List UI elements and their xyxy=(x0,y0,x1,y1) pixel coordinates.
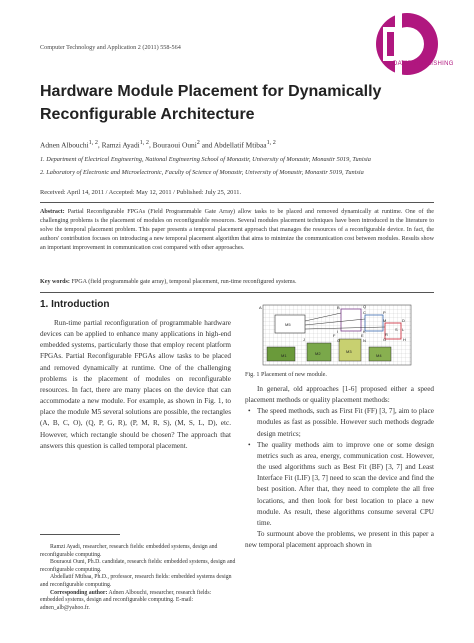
figure-label: O xyxy=(337,338,341,343)
bullet-item: • The speed methods, such as First Fit (FF) [3, 7], aim to place modules as fast as possible. However such methods degrade design metrics; xyxy=(245,406,434,439)
figure-label: M2 xyxy=(315,351,321,356)
divider xyxy=(40,292,434,293)
figure-label: M3 xyxy=(346,349,352,354)
figure-caption: Fig. 1 Placement of new module. xyxy=(245,371,327,378)
corresponding-text: Adnen Albouchi, researcher, research fields: embedded systems, design and reconfigurable computing. E-mail: adnen_alb@yahoo.fr. xyxy=(40,589,212,611)
footnote-divider xyxy=(40,534,120,535)
footnote: Ramzi Ayadi, researcher, research fields: embedded systems, design and reconfigurable computing. xyxy=(40,544,218,558)
footnotes xyxy=(40,544,236,612)
footnote: Bouraoui Ouni, Ph.D. candidate, research fields: embedded systems, design and reconfigurable computing. xyxy=(40,559,236,573)
title-line-2: Reconfigurable Architecture xyxy=(40,106,255,123)
keywords xyxy=(40,279,434,285)
intro-paragraph: To surmount above the problems, we present in this paper a new temporal placement approach shown in xyxy=(245,530,434,550)
intro-left-column xyxy=(40,318,231,452)
figure-label: F xyxy=(333,333,336,338)
affiliation-2: 2. Laboratory of Electronic and Microelectronic, Faculty of Science of Monastir, University of Monastir, Monastir 5019, Tunisia xyxy=(40,169,364,176)
figure-label: I xyxy=(337,329,339,334)
keywords-text: FPGA (field programmable gate array), temporal placement, run-time reconfigured systems. xyxy=(69,279,297,285)
author-affil: 1, 2 xyxy=(88,140,98,146)
journal-header: Computer Technology and Application 2 (2011) 558-564 xyxy=(40,44,181,51)
intro-paragraph: Run-time partial reconfiguration of programmable hardware devices can be applied to enhance many applications in high-end embedded systems, particularly those that employ recent platform FPGAs. Partial Reconfigurable FPGAs allow tasks to be placed and removed dynamically at runtime. One of the challenging problems is the placement of modules on reconfigurable resources. In fact, there are many places on the device that can accommodate a new module. For example, as shown in Fig. 1, to place the module M5 several solutions are possible, the rectangles (A, B, C, O), (Q, P, G, R), (P, M, R, S), (M, S, L, D), etc. However, which rectangle should be chosen? The approach that answers this question is called temporal placement. xyxy=(40,319,231,450)
affiliation-1: 1. Department of Electrical Engineering, National Engineering School of Monastir, University of Monastir, Monastir 5019, Tunisia xyxy=(40,156,371,163)
figure-label: L xyxy=(402,327,405,332)
figure-label: R xyxy=(385,332,388,337)
abstract-label: Abstract: xyxy=(40,209,65,215)
title-line-1: Hardware Module Placement for Dynamically xyxy=(40,83,382,100)
corresponding-label: Corresponding author: xyxy=(50,589,108,596)
figure-label: B xyxy=(337,305,340,310)
figure-label: G xyxy=(383,337,387,342)
abstract xyxy=(40,208,434,253)
divider xyxy=(40,202,434,203)
corresponding-author xyxy=(40,590,236,613)
figure-label: A xyxy=(259,305,262,310)
author-affil: 1, 2 xyxy=(266,140,276,146)
keywords-label: Key words: xyxy=(40,279,70,285)
figure-label: K xyxy=(363,329,366,334)
figure-label: M4 xyxy=(376,353,382,358)
figure-label: H xyxy=(403,337,406,342)
publisher-logo-text: DAVID PUBLISHING xyxy=(393,61,454,67)
publisher-logo xyxy=(358,12,450,82)
author-name: Adnen Albouchi xyxy=(40,140,89,150)
section-heading: 1. Introduction xyxy=(40,299,110,310)
intro-right-column xyxy=(245,384,434,551)
publication-dates: Received: April 14, 2011 / Accepted: May 12, 2011 / Published: July 25, 2011. xyxy=(40,189,242,196)
author-name: , Ramzi Ayadi xyxy=(97,140,140,150)
figure-label: J xyxy=(303,337,305,342)
author-affil: 1, 2 xyxy=(139,140,149,146)
author-name: , Bouraoui Ouni xyxy=(148,140,197,150)
author-name: and Abdellatif Mtibaa xyxy=(199,140,267,150)
abstract-text: Partial Reconfigurable FPGAs (Field Programmable Gate Array) allow tasks to be placed and removed dynamically at runtime. One of the challenging problems is the placement of modules on reconfigurable resources. Several modules placement techniques have been introduced in the literature to solve the temporal placement problem. This paper presents a temporal placement approach that manages the resources of a reconfigurable device. In fact, the authors' contribution focuses on introducing a new temporal placement algorithm that aims to minimize the communication cost between modules. Results show an important improvement in communication cost compared with other approaches. xyxy=(40,209,434,251)
bullet-item: • The quality methods aim to improve one or some design metrics such as area, energy, communication cost. However, the used algorithms such as Best Fit (BF) [3, 7] and Least Interface Fit (LIF) [3, 7] need to scan the device and find the best position. After that, they need to complete the all free locations, and then look for best location to place a new module. As result, these algorithms consume several CPU time. xyxy=(245,440,434,529)
author-affil: 2 xyxy=(196,140,200,146)
figure-label: D xyxy=(402,318,405,323)
footnote: Abdellatif Mtibaa, Ph.D., professor, research fields: embedded systems design and reconfigurable computing. xyxy=(40,574,232,588)
figure-1 xyxy=(245,301,415,371)
figure-label: M xyxy=(383,318,387,323)
author-list xyxy=(40,140,276,149)
intro-paragraph: In general, old approaches [1-6] proposed either a speed placement methods or quality placement methods: xyxy=(245,385,434,405)
figure-label: E xyxy=(361,333,364,338)
figure-label: C xyxy=(363,310,366,315)
figure-label: S xyxy=(395,327,398,332)
paper-title xyxy=(40,80,440,126)
figure-label: Q xyxy=(363,304,367,309)
figure-label: M1 xyxy=(281,353,287,358)
figure-label: P xyxy=(383,310,386,315)
figure-label: N xyxy=(363,338,366,343)
figure-label: M5 xyxy=(285,322,291,327)
